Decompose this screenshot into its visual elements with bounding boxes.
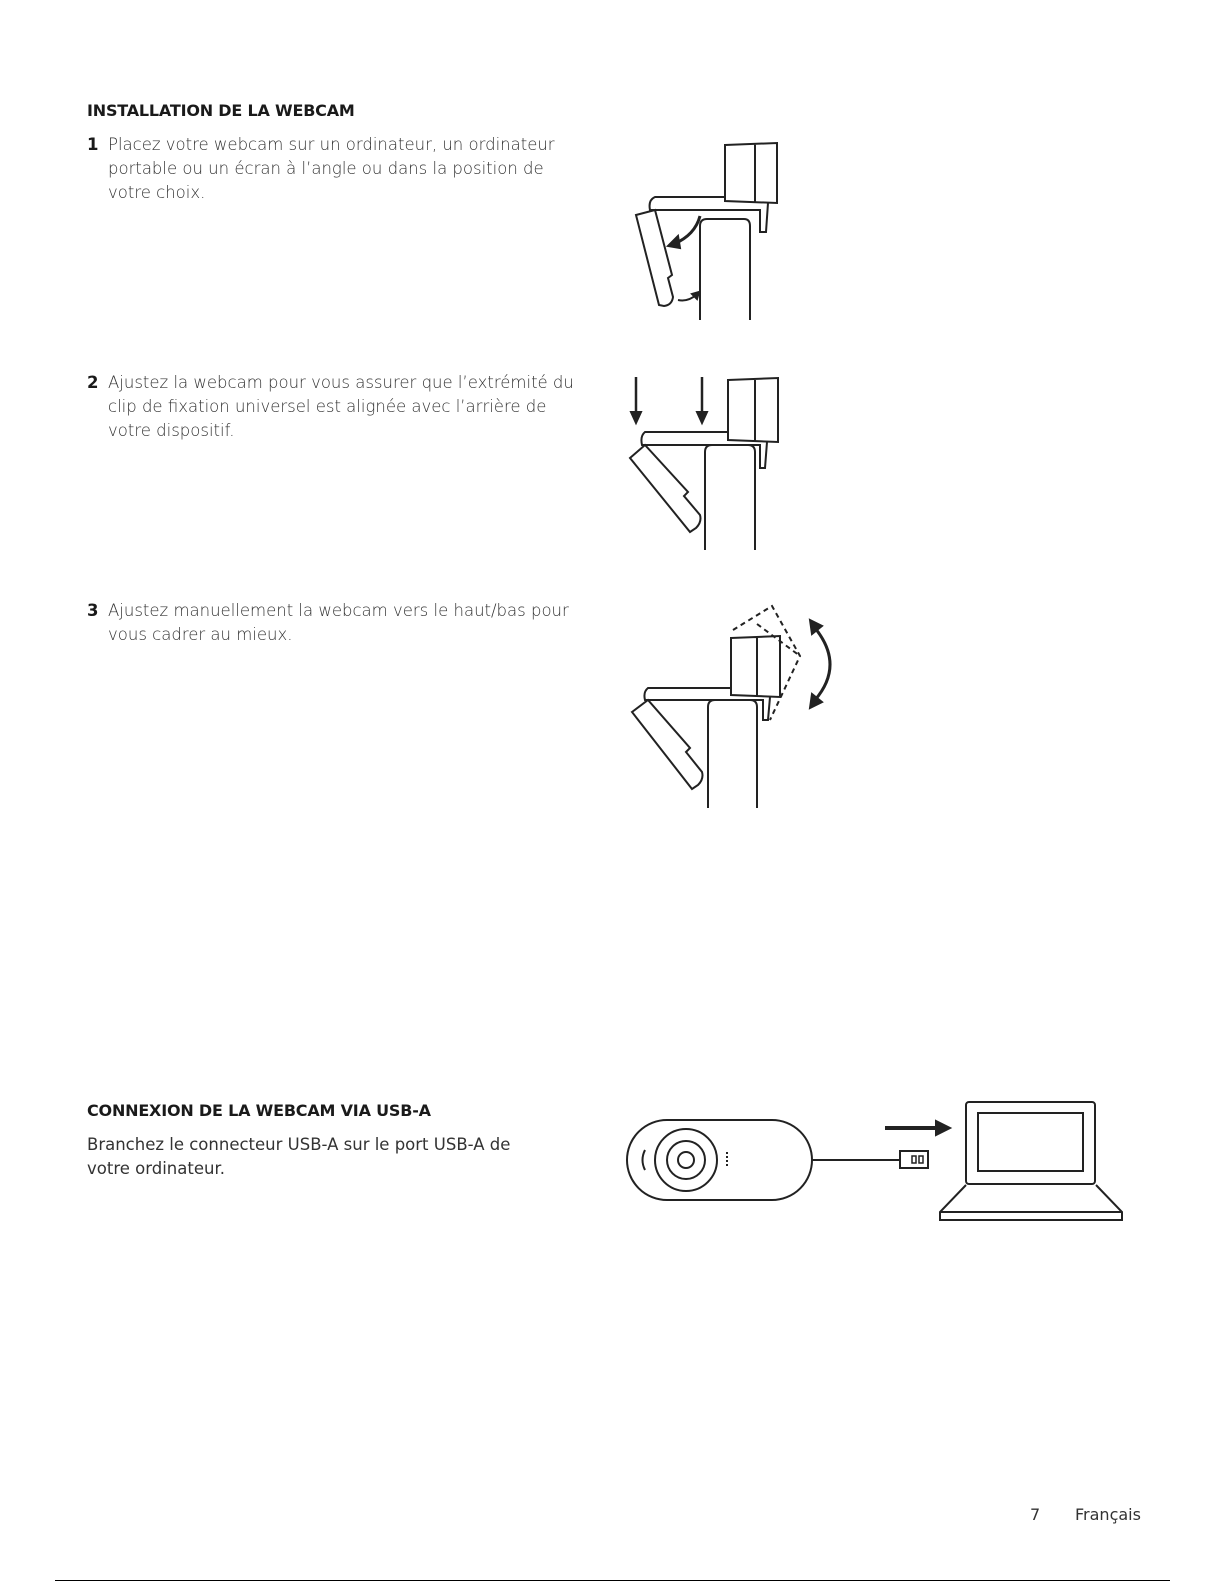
webcam-mount-illustration-2 [630, 377, 778, 550]
page-number: 7 [1030, 1505, 1041, 1524]
webcam-mount-illustration-1 [636, 143, 777, 320]
step-text: Ajustez manuellement la webcam vers le haut/bas pour vous cadrer au mieux. [108, 601, 569, 644]
footer-language: Français [1075, 1505, 1141, 1524]
step-number: 1 [87, 135, 99, 154]
connection-heading: CONNEXION DE LA WEBCAM VIA USB-A [87, 1101, 431, 1120]
installation-heading: INSTALLATION DE LA WEBCAM [87, 101, 355, 120]
step-text: Ajustez la webcam pour vous assurer que l’extrémité du clip de fixation universel est alignée avec l’arrière de votre dispositif. [108, 373, 574, 440]
webcam-mount-illustration-3 [632, 606, 830, 808]
page-bottom-rule [55, 1580, 1170, 1581]
usb-connection-illustration [627, 1102, 1122, 1220]
step-text: Placez votre webcam sur un ordinateur, un ordinateur portable ou un écran à l’angle ou dans la position de votre choix. [108, 135, 555, 202]
step-number: 2 [87, 373, 99, 392]
step-number: 3 [87, 601, 99, 620]
connection-text: Branchez le connecteur USB-A sur le port USB-A de votre ordinateur. [87, 1135, 511, 1178]
